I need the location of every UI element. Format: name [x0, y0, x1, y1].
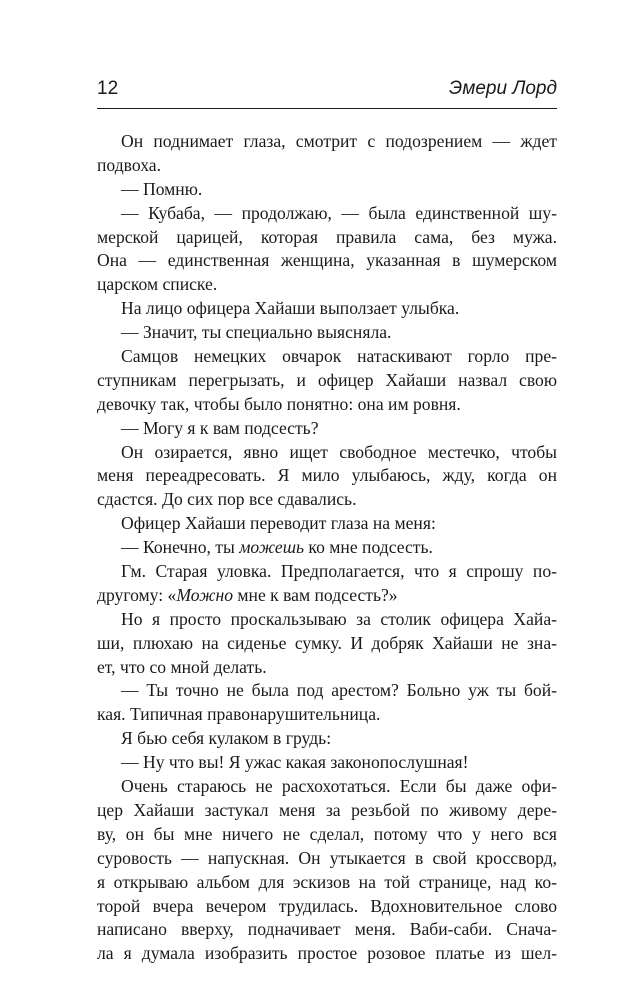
text-run: — Конечно, ты: [121, 537, 240, 558]
text-line: Гм. Старая уловка. Предполагается, что я спрошу по-: [121, 561, 557, 582]
text-line: На лицо офицера Хайаши выползает улыбка.: [121, 298, 460, 319]
text-line: Но я просто проскальзываю за столик офицера Хайа-: [121, 608, 557, 629]
text-line: Офицер Хайаши переводит глаза на меня:: [121, 513, 436, 534]
text-line: — Помню.: [121, 178, 203, 199]
body-text: [97, 130, 557, 966]
text-line: ет, что со мной делать.: [97, 656, 267, 677]
text-line: ла я думала изобразить простое розовое платье из шел-: [97, 943, 557, 964]
text-line: ши, плюхаю на сиденье сумку. И добряк Хайаши не зна-: [97, 632, 557, 653]
text-run: ко мне подсесть.: [304, 537, 433, 558]
text-line: меня переадресовать. Я мило улыбаюсь, жду, когда он: [97, 465, 557, 486]
text-line: цер Хайаши застукал меня за резьбой по живому дере-: [97, 799, 557, 820]
text-line: — Ты точно не была под арестом? Больно уж ты бой-: [121, 680, 557, 701]
text-line: сдастся. До сих пор все сдавались.: [97, 489, 357, 510]
text-line: — Кубаба, — продолжаю, — была единственной шу-: [121, 202, 557, 223]
text-line: Очень стараюсь не расхохотаться. Если бы даже офи-: [121, 776, 557, 797]
text-run: другому: «: [97, 584, 177, 605]
text-line: — Значит, ты специально выясняла.: [121, 322, 392, 343]
text-run: мне к вам подсесть?»: [233, 584, 398, 605]
text-line: мерской царицей, которая правила сама, без мужа.: [97, 226, 557, 247]
text-line: подвоха.: [97, 154, 161, 175]
page-number: 12: [97, 78, 119, 99]
text-line: ву, он бы мне ничего не сделал, потому что у него вся: [97, 823, 557, 844]
text-line: Я бью себя кулаком в грудь:: [121, 728, 332, 749]
text-line: я открываю альбом для эскизов на той странице, над ко-: [97, 871, 557, 892]
text-line: суровость — напускная. Он утыкается в свой кроссворд,: [97, 847, 557, 868]
italic-word: Можно: [176, 584, 233, 605]
text-line: царском списке.: [97, 274, 218, 295]
text-line: Она — единственная женщина, указанная в шумерском: [97, 250, 557, 271]
text-line: Он озирается, явно ищет свободное местечко, чтобы: [121, 441, 557, 462]
italic-word: можешь: [239, 537, 305, 558]
text-line: — Ну что вы! Я ужас какая законопослушная!: [121, 752, 469, 773]
text-line: торой вчера вечером трудилась. Вдохновительное слово: [97, 895, 557, 916]
text-line: Самцов немецких овчарок натаскивают горло пре-: [121, 346, 557, 367]
text-line: Он поднимает глаза, смотрит с подозрением — ждет: [121, 131, 557, 151]
text-line: [97, 584, 557, 608]
page-header: [97, 78, 557, 108]
text-line: — Могу я к вам подсесть?: [121, 417, 319, 438]
text-line: девочку так, чтобы было понятно: она им ровня.: [97, 393, 461, 414]
header-rule: [97, 108, 557, 109]
text-line: [97, 536, 557, 560]
text-line: кая. Типичная правонарушительница.: [97, 704, 381, 725]
running-title: Эмери Лорд: [448, 78, 557, 99]
text-line: написано вверху, подначивает меня. Ваби-саби. Снача-: [97, 919, 557, 940]
text-line: ступникам перегрызать, и офицер Хайаши назвал свою: [97, 369, 557, 390]
